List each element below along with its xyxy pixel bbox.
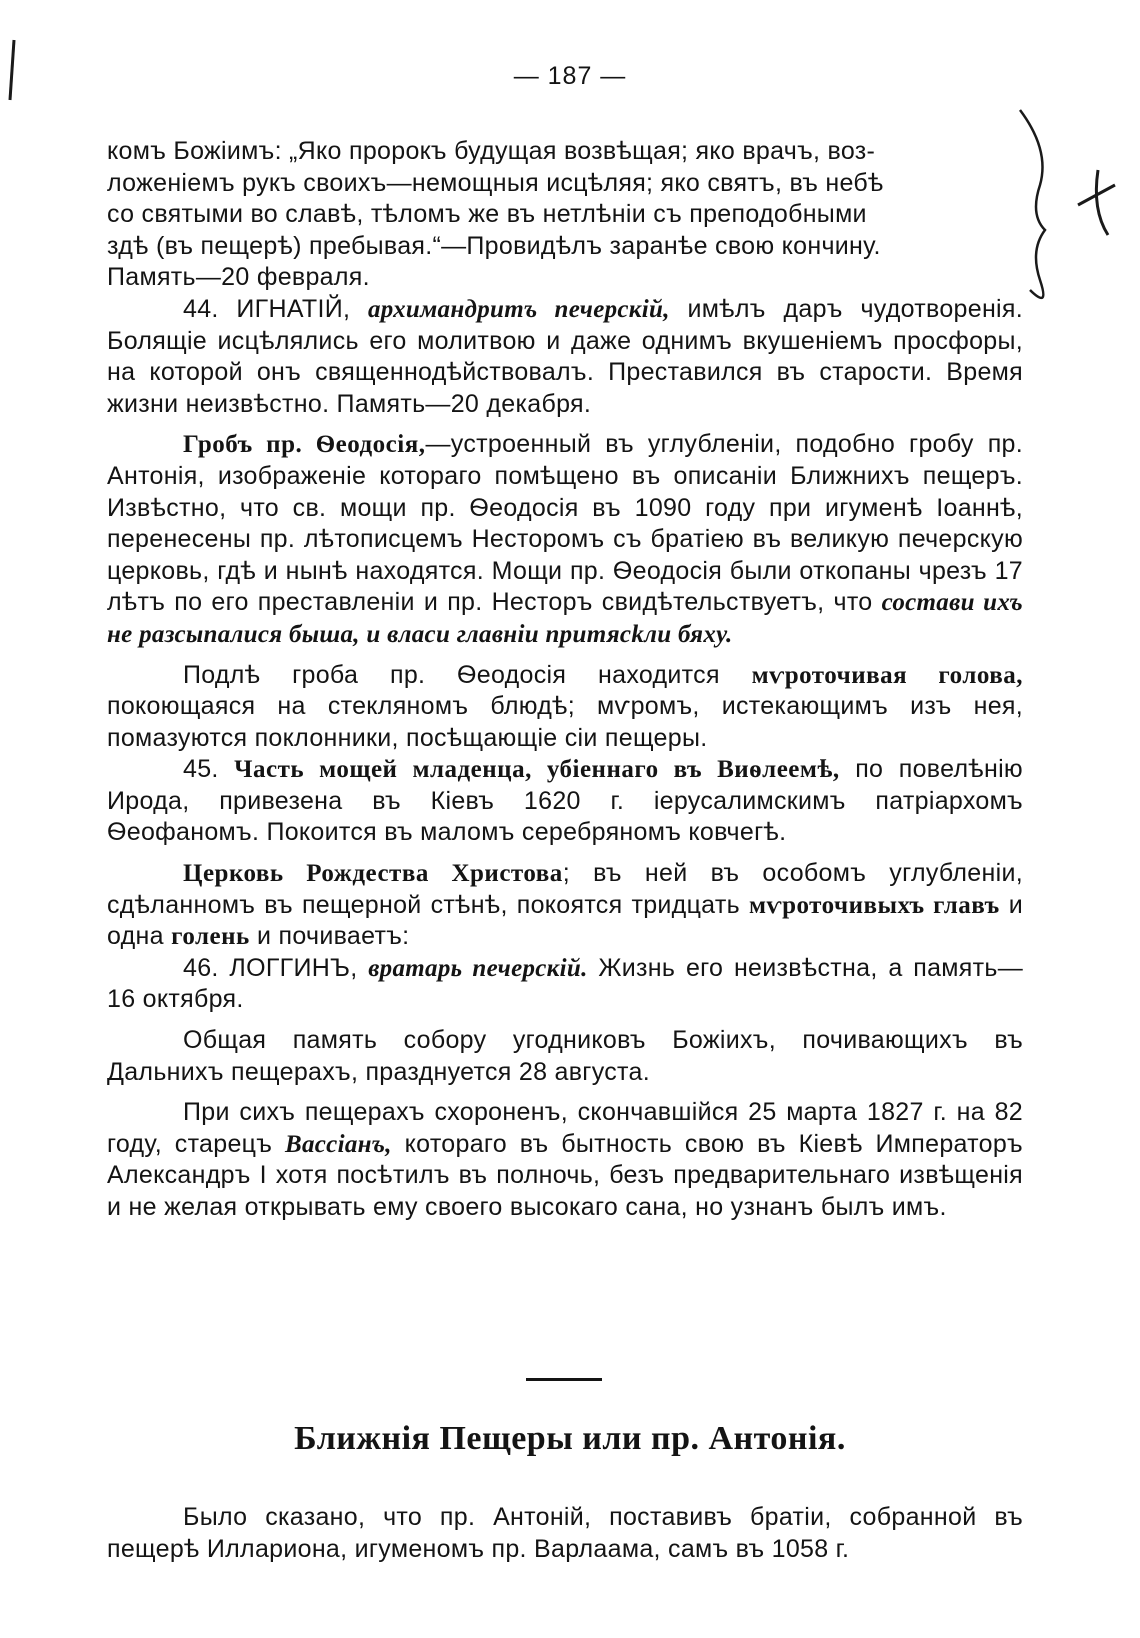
line: Память—20 февраля. (107, 263, 370, 292)
paragraph-text: по повелѣнію Ирода, привезена въ Кіевъ 1620 г. іерусалимскимъ патріархомъ Ѳеофаномъ. Покоится въ маломъ серебряномъ ковчегѣ. (107, 755, 1023, 847)
bold-term: мѵроточивая голова, (751, 661, 1023, 689)
paragraph-text: и почиваетъ: (249, 922, 410, 951)
paragraph-text: Жизнь его неизвѣстна, а память—16 октября. (107, 953, 1023, 1014)
body-text (107, 136, 1023, 1224)
paragraph-obshchaya-pamyat: Общая память собору угодниковъ Божіихъ, почивающихъ въ Дальнихъ пещерахъ, празднуется 28 августа. (107, 1026, 1023, 1086)
paragraph-antoniy: Было сказано, что пр. Антоній, поставивъ братіи, собранной въ пещерѣ Иллариона, игуменомъ пр. Варлаама, самъ въ 1058 г. (107, 1503, 1023, 1563)
line: со святыми во славѣ, тѣломъ же въ нетлѣніи съ преподобными (107, 200, 867, 229)
tail-text (107, 1502, 1023, 1565)
paragraph-text: имѣлъ даръ чудотворенія. Болящіе исцѣлялись его молитвою и даже однимъ вкушеніемъ просфоры, на которой онъ священнодѣйствовалъ. Преставился въ старости. Время жизни неизвѣстно. Память—20 декабря. (107, 294, 1023, 418)
bold-term: Гробъ пр. Ѳеодосія, (183, 431, 426, 459)
line: ложеніемъ рукъ своихъ—немощныя исцѣляя; яко святъ, въ небѣ (107, 168, 884, 197)
bold-term: Церковь Рождества Христова (183, 860, 563, 888)
page-number: — 187 — (513, 62, 627, 90)
section-divider (526, 1378, 602, 1381)
paragraph-vassian (107, 1097, 1023, 1223)
line: здѣ (въ пещерѣ) пребывая.“—Провидѣлъ заранѣе свою кончину. (107, 231, 881, 260)
italic-name: Вассіанъ, (285, 1130, 392, 1158)
bold-term: голень (171, 923, 250, 951)
paragraph-tserkov (107, 858, 1023, 953)
section-heading: Ближнія Пещеры или пр. Антонія. (294, 1420, 846, 1457)
paragraph-text: Подлѣ гроба пр. Ѳеодосія находится (183, 660, 752, 689)
paragraph-grob-feodosiya (107, 429, 1023, 650)
paragraph-mladenets (107, 754, 1023, 849)
italic-quote: состави ихъ не разсыпалися быша, и власи главніи притясkли бяху. (107, 589, 1024, 648)
saint-title: вратарь печерскій. (368, 954, 588, 982)
paragraph-text: ; въ ней въ особомъ углубленіи, сдѣланномъ въ пещерной стѣнѣ, покоятся тридцать (107, 859, 1023, 919)
handwritten-brace-icon (1020, 110, 1045, 298)
paragraph-text: —устроенный въ углубленіи, подобно гробу пр. Антонія, изображеніе котораго помѣщено въ описаніи Ближнихъ пещеръ. Извѣстно, что св. мощи пр. Ѳеодосія въ 1090 году при игуменѣ Іоаннѣ, перенесены пр. лѣтописцемъ Несторомъ съ братіею въ великую печерскую церковь, гдѣ и нынѣ находятся. Мощи пр. Ѳеодосія были откопаны чрезъ 17 лѣтъ по его преставленіи и пр. Несторъ свидѣтельствуетъ, что (107, 430, 1023, 617)
line: комъ Божіимъ: „Яко пророкъ будущая возвѣщая; яко врачъ, воз- (107, 137, 876, 165)
paragraph-miro-golova (107, 660, 1023, 755)
bold-term: мѵроточивыхъ главъ (748, 891, 1000, 919)
paragraph-loggin (107, 953, 1023, 1016)
paragraph-text: При сихъ пещерахъ схороненъ, скончавшійся 25 марта 1827 г. на 82 году, старецъ (107, 1098, 1023, 1158)
handwritten-cross-icon (1078, 170, 1115, 235)
paragraph-text: котораго въ бытность свою въ Кіевѣ Императоръ Александръ I хотя посѣтилъ въ полночь, безъ предварительнаго извѣщенія и не желая открывать ему своего высокаго сана, но узнанъ былъ имъ. (107, 1129, 1023, 1221)
bold-term: Часть мощей младенца, убіеннаго въ Виѳлеемѣ, (234, 756, 840, 784)
entry-number: 46. ЛОГГИНЪ, (183, 953, 369, 982)
paragraph-ignatiy (107, 294, 1023, 420)
saint-title: архимандритъ печерскій, (368, 295, 670, 323)
paragraph-text: покоющаяся на стекляномъ блюдѣ; мѵромъ, истекающимъ изъ нея, помазуются поклонники, посѣщающіе сіи пещеры. (107, 692, 1023, 752)
paragraph-text: и одна (107, 890, 1023, 951)
paragraph-continued (107, 136, 1023, 294)
entry-number: 44. ИГНАТІЙ, (183, 294, 368, 323)
entry-number: 45. (183, 755, 235, 784)
